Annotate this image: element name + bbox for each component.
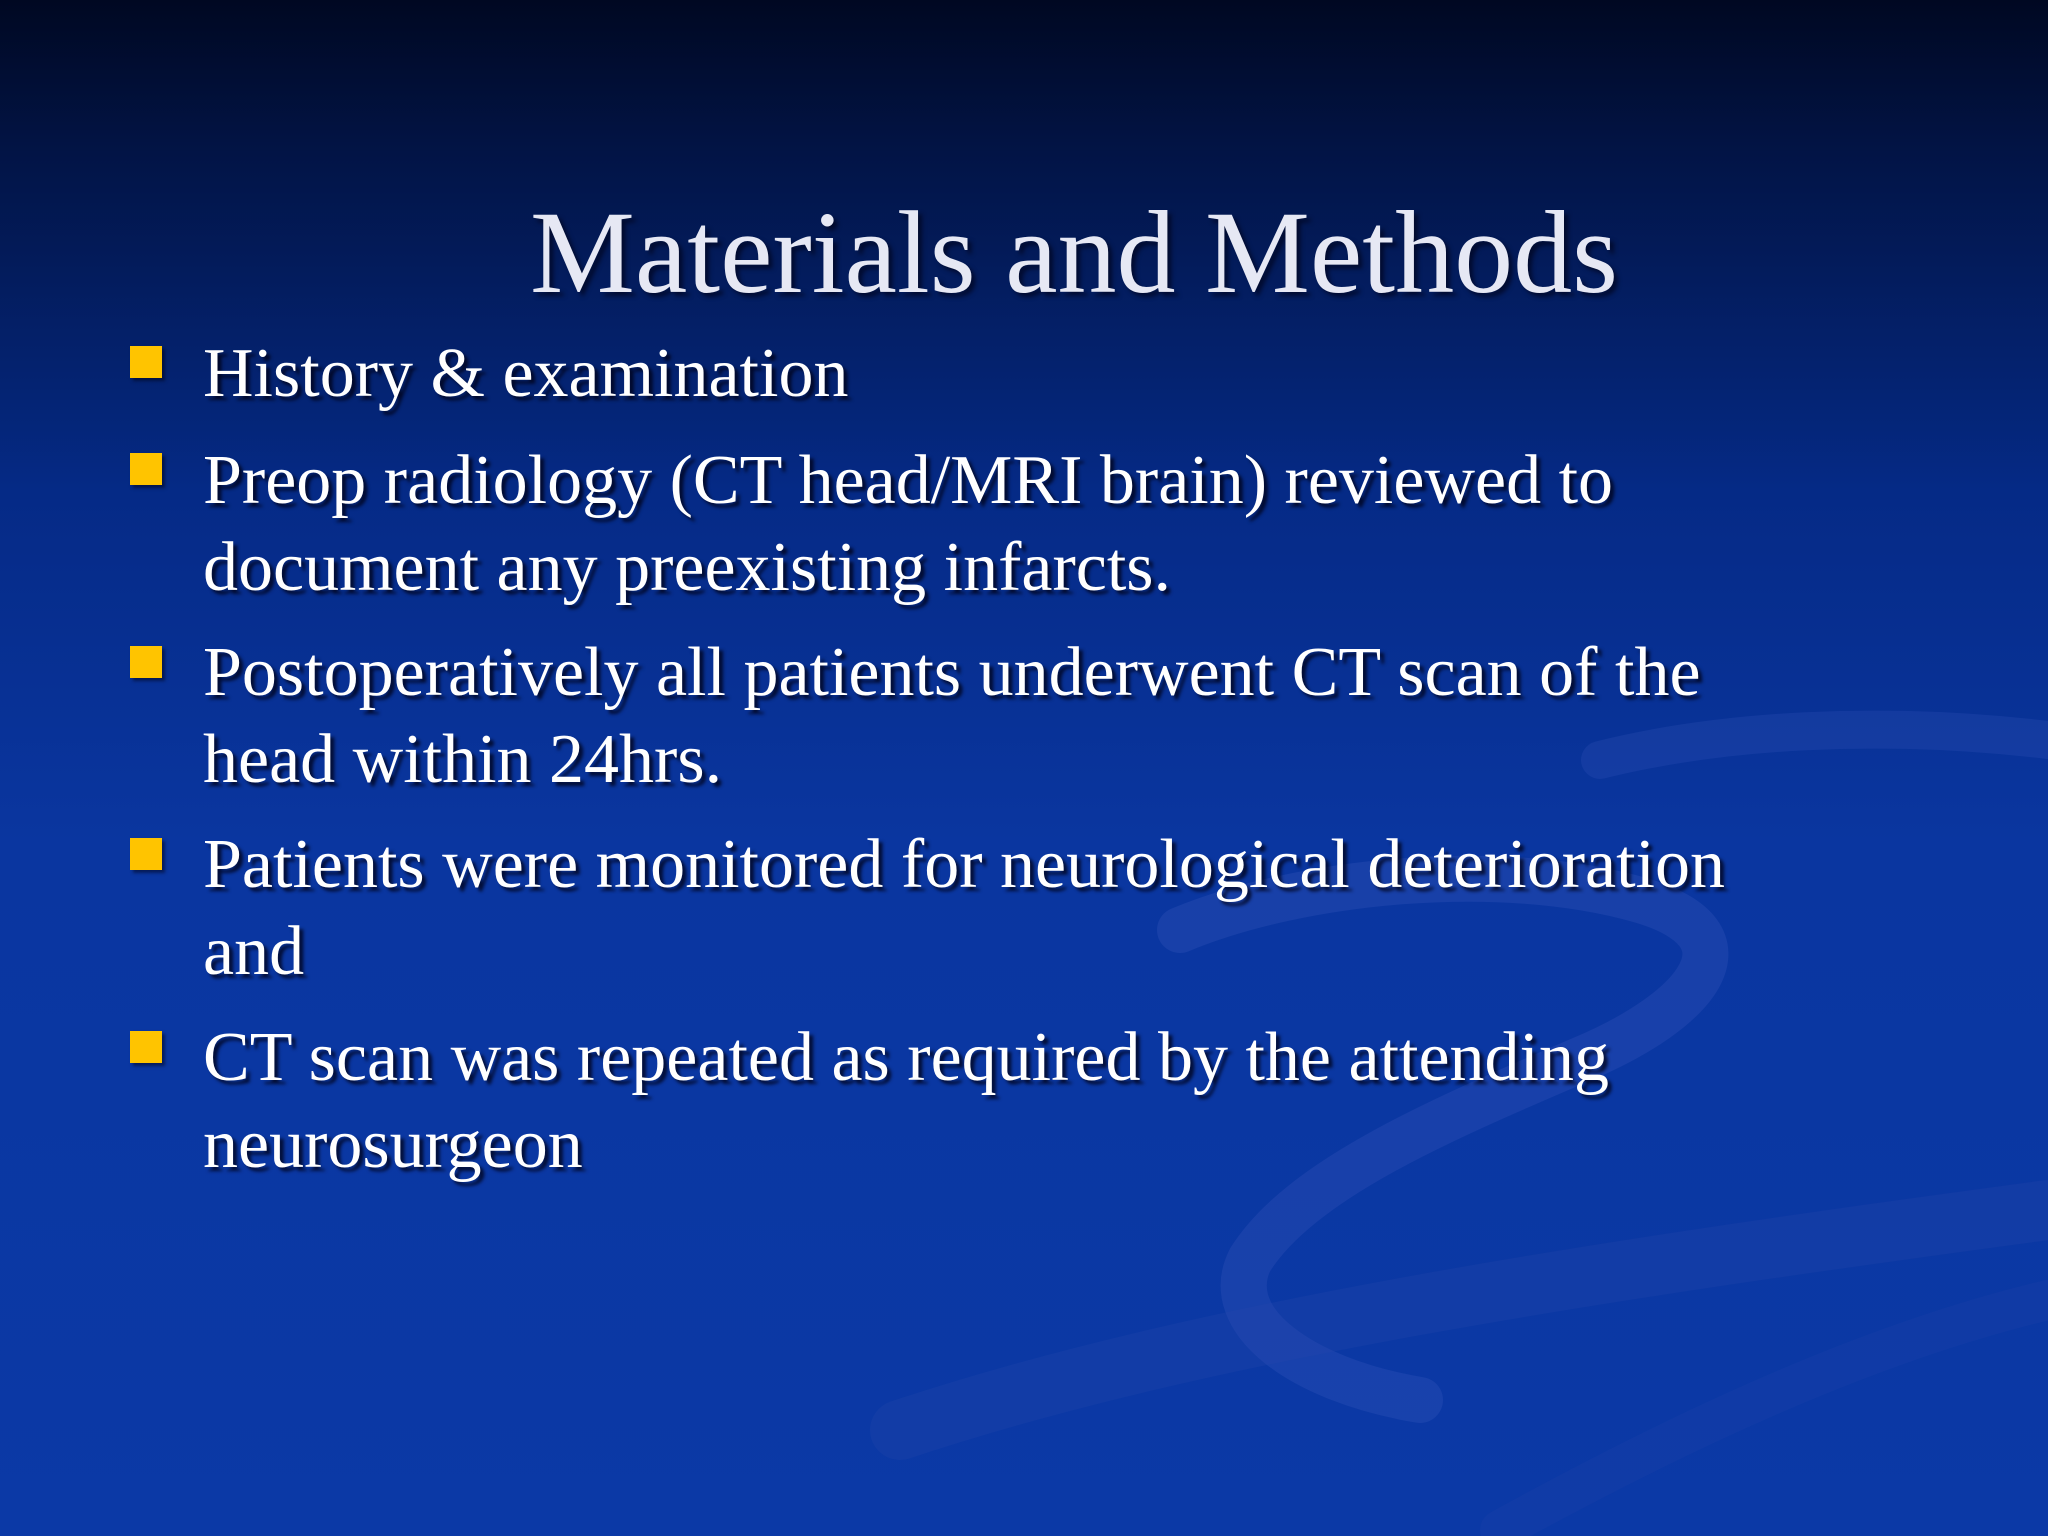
bullet-text: Postoperatively all patients underwent CT scan of the head within 24hrs. <box>203 634 1701 798</box>
slide-title: Materials and Methods <box>530 187 1618 318</box>
square-bullet-icon <box>130 646 162 678</box>
square-bullet-icon <box>130 1031 162 1063</box>
bullet-text: Patients were monitored for neurological deterioration and <box>203 826 1725 990</box>
bullet-text: History & examination <box>203 335 849 412</box>
square-bullet-icon <box>130 346 162 378</box>
square-bullet-icon <box>130 838 162 870</box>
square-bullet-icon <box>130 453 162 485</box>
bullet-text: CT scan was repeated as required by the attending neurosurgeon <box>203 1019 1609 1183</box>
bullet-text: Preop radiology (CT head/MRI brain) reviewed to document any preexisting infarcts. <box>203 442 1614 606</box>
